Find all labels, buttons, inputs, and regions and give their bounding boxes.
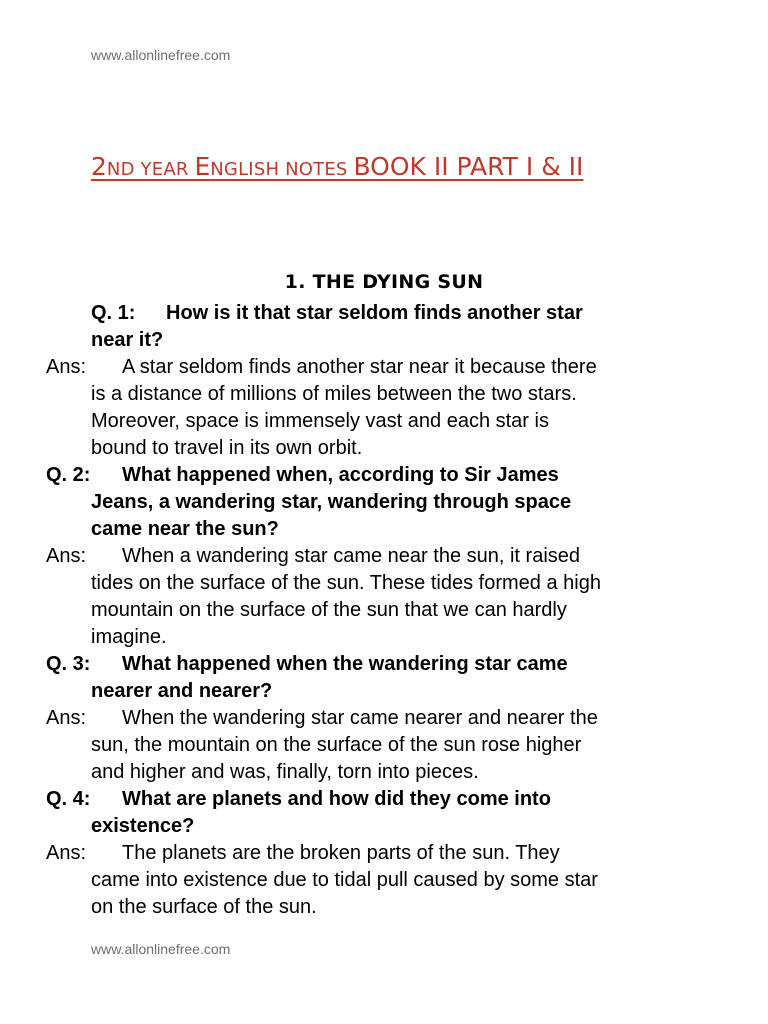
answer-text: and higher and was, finally, torn into pieces. <box>91 761 479 783</box>
answer-text: The planets are the broken parts of the sun. They <box>122 842 560 864</box>
header-url: www.allonlinefree.com <box>91 47 231 63</box>
title-part2-small: NGLISH NOTES <box>210 159 354 180</box>
answer-2 <box>0 543 768 570</box>
document-title <box>91 152 711 181</box>
answer-text: came into existence due to tidal pull caused by some star <box>91 869 598 891</box>
title-part1-small: ND YEAR <box>106 159 195 180</box>
question-3 <box>0 651 768 678</box>
question-4 <box>0 786 768 813</box>
question-text: Jeans, a wandering star, wandering through space <box>91 491 572 513</box>
question-1 <box>0 300 768 327</box>
qa-item-3 <box>0 651 768 786</box>
question-text: nearer and nearer? <box>91 680 273 702</box>
answer-text: is a distance of millions of miles between the two stars. <box>91 383 577 405</box>
answer-1 <box>0 354 768 381</box>
qa-section <box>0 300 768 921</box>
qa-item-2 <box>0 462 768 651</box>
answer-text: When the wandering star came nearer and nearer the <box>122 707 598 729</box>
question-text: existence? <box>91 815 195 837</box>
answer-text: tides on the surface of the sun. These tides formed a high <box>91 572 601 594</box>
answer-label: Ans: <box>46 707 87 729</box>
chapter-heading: 1. THE DYING SUN <box>284 271 484 293</box>
answer-text: sun, the mountain on the surface of the sun rose higher <box>91 734 582 756</box>
answer-label: Ans: <box>46 842 87 864</box>
title-part3: BOOK II PART I & II <box>353 152 584 181</box>
answer-3 <box>0 705 768 732</box>
question-text: What happened when the wandering star came <box>122 653 568 675</box>
question-text: How is it that star seldom finds another star <box>166 302 583 324</box>
answer-text: mountain on the surface of the sun that we can hardly <box>91 599 567 621</box>
question-text: came near the sun? <box>91 518 279 540</box>
question-text: What happened when, according to Sir James <box>122 464 559 486</box>
qa-item-1 <box>0 300 768 462</box>
answer-text: bound to travel in its own orbit. <box>91 437 363 459</box>
answer-text: Moreover, space is immensely vast and each star is <box>91 410 549 432</box>
question-text: What are planets and how did they come into <box>122 788 551 810</box>
title-part2-big: E <box>194 152 211 181</box>
answer-text: imagine. <box>91 626 167 648</box>
answer-label: Ans: <box>46 545 87 567</box>
answer-text: on the surface of the sun. <box>91 896 317 918</box>
qa-item-4 <box>0 786 768 921</box>
answer-text: When a wandering star came near the sun, it raised <box>122 545 581 567</box>
footer-url: www.allonlinefree.com <box>91 941 231 957</box>
question-label: Q. 4: <box>46 788 91 810</box>
answer-4 <box>0 840 768 867</box>
question-label: Q. 2: <box>46 464 91 486</box>
question-label: Q. 3: <box>46 653 91 675</box>
title-part1-big: 2 <box>91 152 107 181</box>
question-2 <box>0 462 768 489</box>
question-text: near it? <box>91 329 164 351</box>
question-label: Q. 1: <box>91 302 136 324</box>
answer-text: A star seldom finds another star near it because there <box>122 356 597 378</box>
answer-label: Ans: <box>46 356 87 378</box>
